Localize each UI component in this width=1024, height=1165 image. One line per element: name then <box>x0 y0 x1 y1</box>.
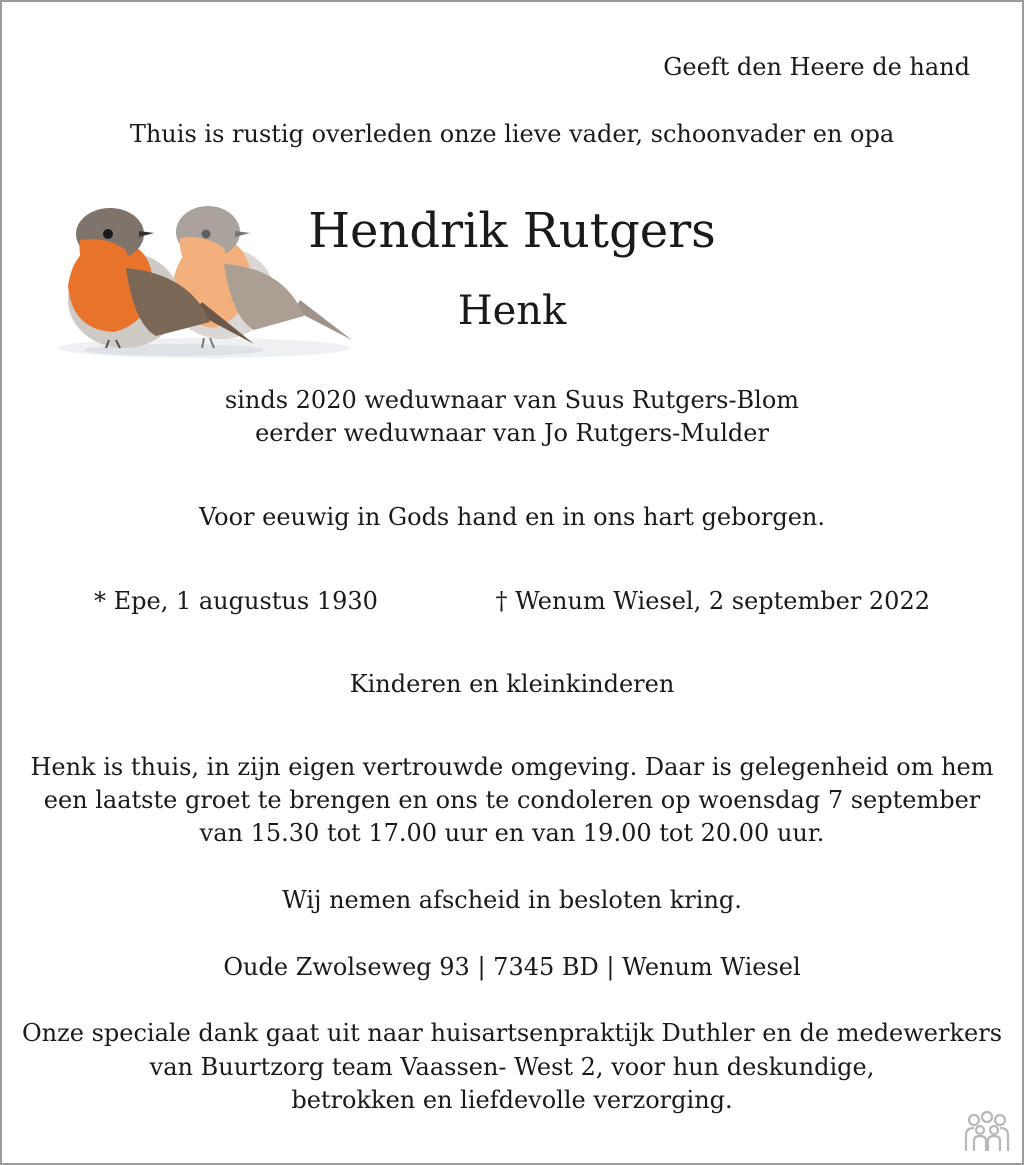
address-text: Oude Zwolseweg 93 | 7345 BD | Wenum Wiesel <box>223 953 801 981</box>
deceased-nickname: Henk <box>457 288 567 334</box>
farewell-text: Wij nemen afscheid in besloten kring. <box>282 886 742 914</box>
widower-line: eerder weduwnaar van Jo Rutgers-Mulder <box>255 419 769 447</box>
thanks-line: betrokken en liefdevolle verzorging. <box>291 1086 733 1114</box>
quote-text: Voor eeuwig in Gods hand en in ons hart geborgen. <box>198 503 826 531</box>
thanks-line: Onze speciale dank gaat uit naar huisartsenpraktijk Duthler en de medewerkers <box>21 1019 1003 1047</box>
signature-text: Kinderen en kleinkinderen <box>349 670 675 698</box>
family-people-icon <box>960 1111 1014 1153</box>
visit-line: een laatste groet te brengen en ons te condoleren op woensdag 7 september <box>43 786 981 814</box>
deceased-name: Hendrik Rutgers <box>308 203 716 259</box>
motto: Geeft den Heere de hand <box>663 53 970 81</box>
death-info: † Wenum Wiesel, 2 september 2022 <box>495 587 930 615</box>
widower-line: sinds 2020 weduwnaar van Suus Rutgers-Blom <box>224 386 800 414</box>
visit-line: van 15.30 tot 17.00 uur en van 19.00 tot 20.00 uur. <box>199 819 825 847</box>
thanks-line: van Buurtzorg team Vaassen- West 2, voor hun deskundige, <box>149 1053 875 1081</box>
visit-line: Henk is thuis, in zijn eigen vertrouwde omgeving. Daar is gelegenheid om hem <box>30 753 994 781</box>
birth-info: * Epe, 1 augustus 1930 <box>94 587 378 615</box>
intro-text: Thuis is rustig overleden onze lieve vader, schoonvader en opa <box>129 120 895 148</box>
